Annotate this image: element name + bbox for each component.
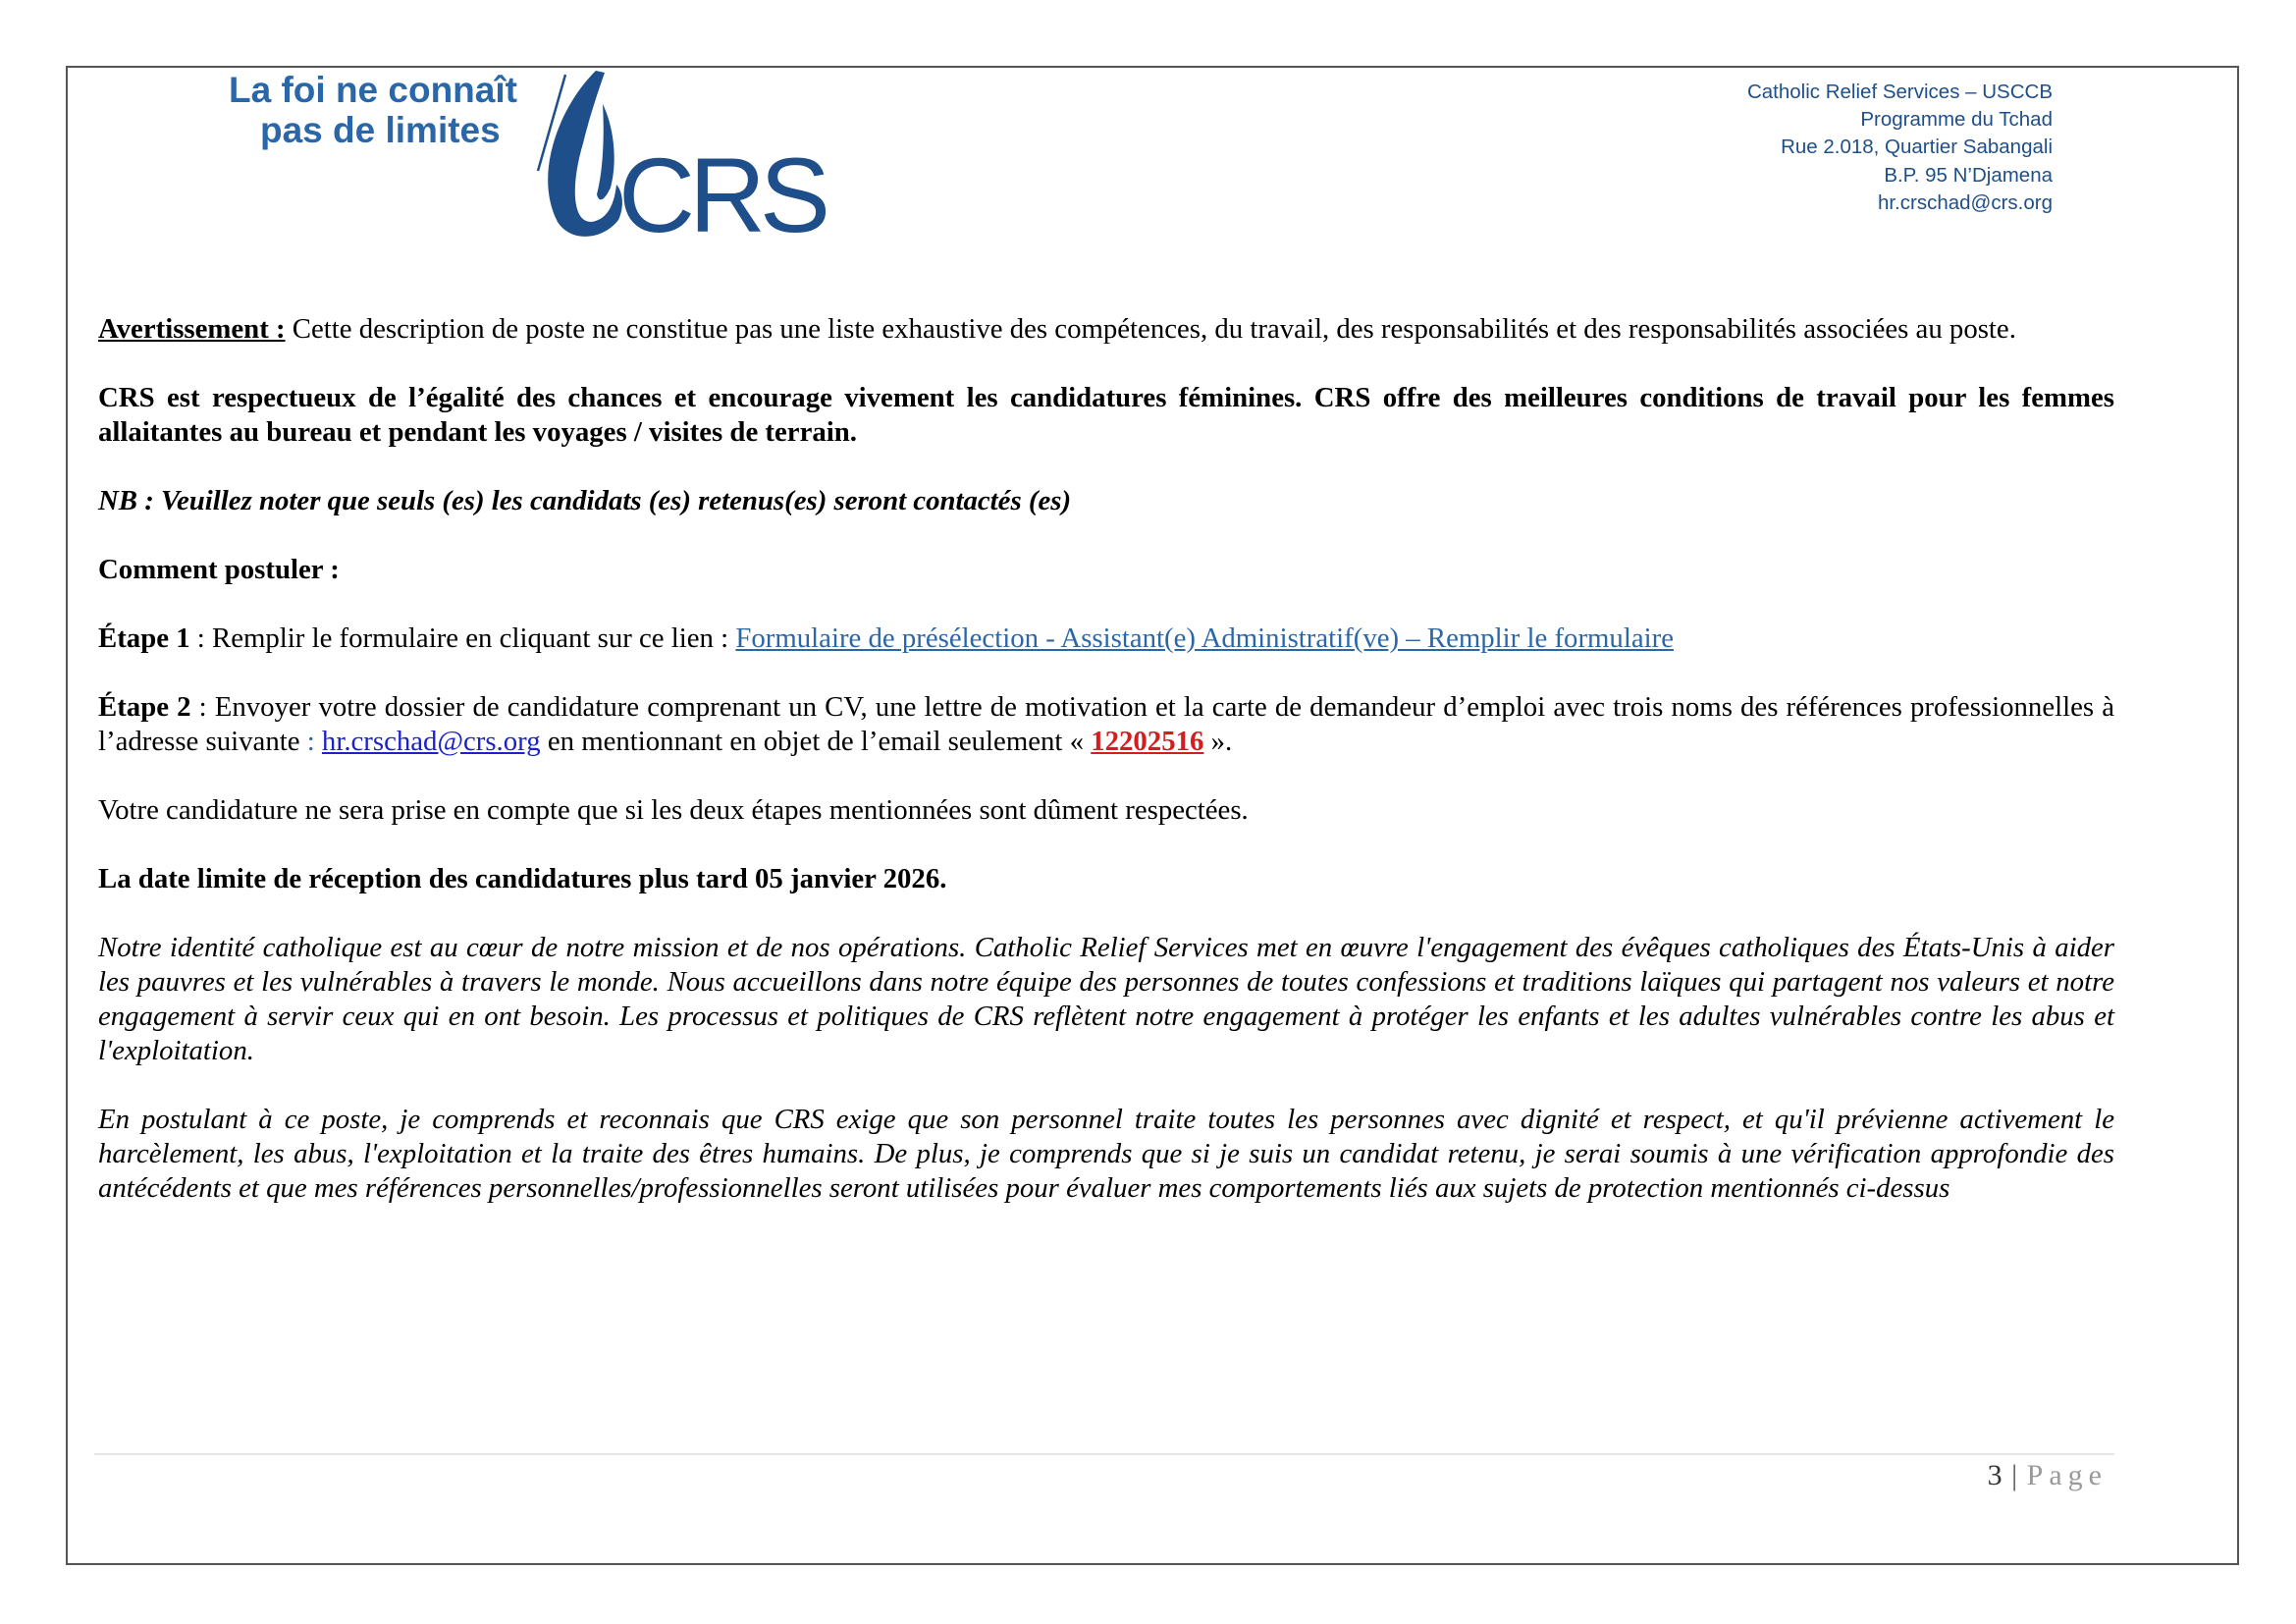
document-body (98, 312, 2114, 1240)
address-line: B.P. 95 N’Djamena (1884, 163, 2053, 187)
warning-text: Cette description de poste ne constitue pas une liste exhaustive des compétences, du travail, des responsabilités et des responsabilités associées au poste. (285, 313, 2016, 345)
step2-colon: : (306, 726, 315, 757)
preselection-form-link[interactable]: Formulaire de présélection - Assistant(e) Administratif(ve) – Remplir le formulaire (735, 623, 1674, 654)
tagline-line2: pas de limites (260, 110, 501, 150)
address-line: Programme du Tchad (1860, 108, 2053, 132)
step1-paragraph (98, 622, 2114, 656)
crs-flame-icon (226, 65, 826, 254)
application-email-link[interactable]: hr.crschad@crs.org (321, 726, 541, 757)
step2-after: en mentionnant en objet de l’email seulement « (540, 726, 1092, 757)
address-line: Rue 2.018, Quartier Sabangali (1781, 135, 2053, 159)
deadline: La date limite de réception des candidatures plus tard 05 janvier 2026. (98, 863, 947, 894)
catholic-identity-statement: Notre identité catholique est au cœur de notre mission et de nos opérations. Catholic Relief Services met en œuvre l'engagement des évêques catholiques des États-Unis à aider les pauvres et les vulnérables à travers le monde. Nous accueillons dans notre équipe des personnes de toutes confessions et traditions laïques qui partagent nos valeurs et notre engagement à servir ceux qui en ont besoin. Les processus et politiques de CRS reflètent notre engagement à protéger les enfants et les adultes vulnérables contre les abus et l'exploitation. (98, 932, 2114, 1066)
validity-note: Votre candidature ne sera prise en compte que si les deux étapes mentionnées sont dûment respectées. (98, 794, 1249, 826)
tagline-line1: La foi ne connaît (229, 70, 517, 110)
warning-label: Avertissement : (98, 313, 286, 345)
footer-divider (94, 1453, 2114, 1455)
warning-paragraph (98, 312, 2114, 347)
step2-paragraph (98, 690, 2114, 759)
how-to-apply-heading: Comment postuler : (98, 554, 340, 585)
page-label: Page (2026, 1459, 2108, 1491)
address-line: Catholic Relief Services – USCCB (1746, 81, 2053, 103)
page-footer (1988, 1459, 2108, 1492)
step1-label: Étape 1 (98, 623, 190, 654)
safeguarding-statement: En postulant à ce poste, je comprends et reconnais que CRS exige que son personnel traite toutes les personnes avec dignité et respect, et qu'il prévienne activement le harcèlement, les abus, l'exploitation et la traite des êtres humains. De plus, je comprends que si je suis un candidat retenu, je serai soumis à une vérification approfondie des antécédents et que mes références personnelles/professionnelles seront utilisées pour évaluer mes comportements liés aux sujets de protection mentionnés ci-dessus (98, 1104, 2114, 1204)
step2-label: Étape 2 (98, 691, 191, 723)
step2-end: ». (1203, 726, 1233, 757)
equality-statement: CRS est respectueux de l’égalité des chances et encourage vivement les candidatures féminines. CRS offre des meilleures conditions de travail pour les femmes allaitantes au bureau et pendant les voyages / visites de terrain. (98, 382, 2114, 448)
page-number: 3 (1987, 1459, 2003, 1491)
footer-separator: | (2002, 1459, 2027, 1491)
address-email: hr.crschad@crs.org (1877, 190, 2053, 214)
crs-logo (226, 65, 826, 254)
logo-text: CRS (618, 135, 826, 254)
office-address (1747, 79, 2053, 217)
reference-number: 12202516 (1091, 726, 1204, 757)
step2-text: : Envoyer votre dossier de candidature comprenant un CV, une lettre de motivation et la carte de demandeur d’emploi avec trois noms des références professionnelles à l’adresse suivante (98, 691, 2115, 757)
nb-note: NB : Veuillez noter que seuls (es) les candidats (es) retenus(es) seront contactés (es) (98, 485, 1072, 516)
step1-text: : Remplir le formulaire en cliquant sur ce lien : (189, 623, 736, 654)
